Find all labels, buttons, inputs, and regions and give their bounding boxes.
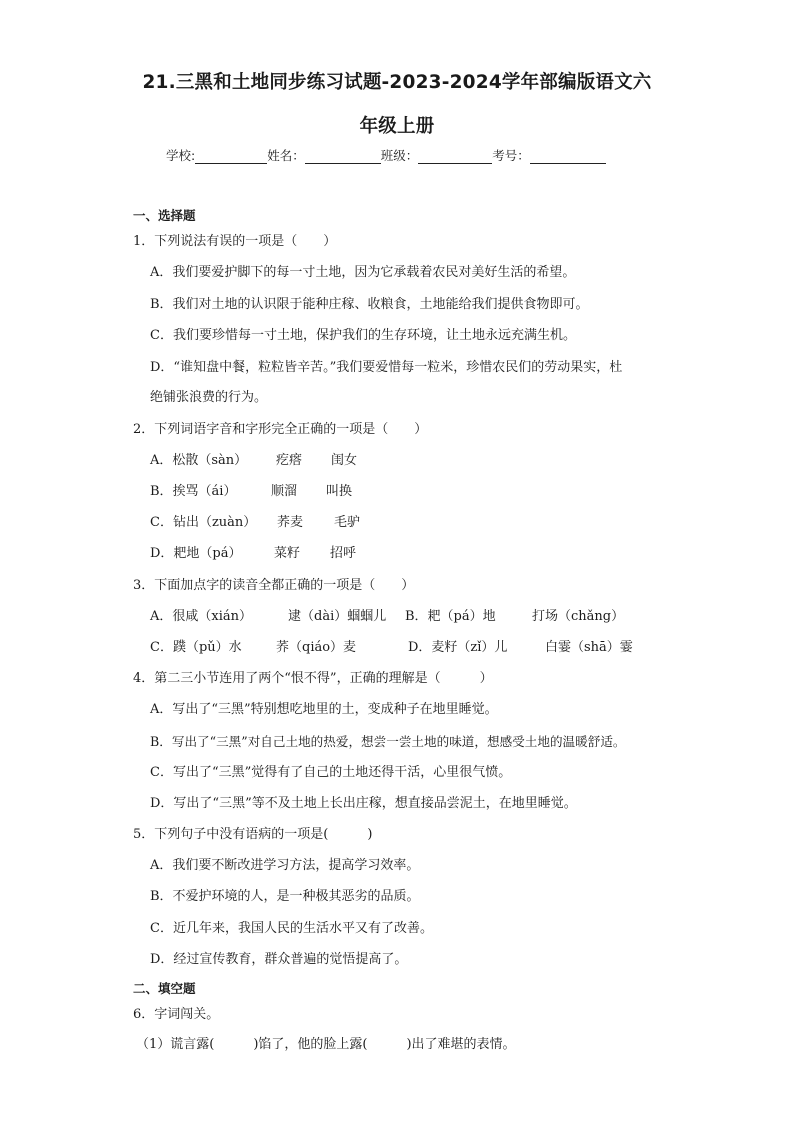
q2-a-word-1: A．松散（sàn）	[150, 453, 248, 468]
q3-d-part-1: D．麦籽（zǐ）儿	[408, 640, 508, 655]
q3-a-part-2: 逮（dài）蝈蝈儿	[288, 609, 387, 624]
q2-d-word-1: D．耙地（pá）	[150, 546, 242, 561]
q2-b-word-1: B．挨骂（ái）	[150, 484, 237, 499]
q5-option-b[interactable]: B．不爱护环境的人，是一种极其恶劣的品质。	[150, 889, 420, 904]
q3-a-part-1: A．很咸（xián）	[150, 609, 253, 624]
q2-c-word-3: 毛驴	[334, 515, 361, 530]
title-line-2: 年级上册	[359, 116, 435, 137]
q2-a-word-2: 疙瘩	[276, 453, 303, 468]
q3-b-part-2: 打场（chǎng）	[532, 609, 625, 624]
q1-option-a[interactable]: A．我们要爱护脚下的每一寸土地，因为它承载着农民对美好生活的希望。	[150, 265, 576, 280]
number-blank[interactable]	[530, 149, 606, 164]
q2-d-word-2: 菜籽	[274, 546, 301, 561]
q2-c-word-2: 荞麦	[277, 515, 304, 530]
q1-stem: 1．下列说法有误的一项是（ ）	[133, 234, 337, 249]
q1-option-d-continued: 绝铺张浪费的行为。	[150, 390, 268, 405]
q2-c-word-1: C．钻出（zuàn）	[150, 515, 257, 530]
q4-option-c[interactable]: C．写出了“三黑”觉得有了自己的土地还得干活，心里很气愤。	[150, 765, 512, 780]
q1-option-b[interactable]: B．我们对土地的认识限于能种庄稼、收粮食，土地能给我们提供食物即可。	[150, 297, 589, 312]
q2-b-word-3: 叫换	[326, 484, 353, 499]
q5-option-a[interactable]: A．我们要不断改进学习方法，提高学习效率。	[150, 858, 420, 873]
q1-option-d[interactable]: D．“谁知盘中餐，粒粒皆辛苦。”我们要爱惜每一粒米，珍惜农民们的劳动果实，杜	[150, 360, 623, 375]
q1-option-c[interactable]: C．我们要珍惜每一寸土地，保护我们的生存环境，让土地永远充满生机。	[150, 328, 576, 343]
name-label: 姓名：	[267, 148, 305, 163]
section-heading-choice: 一、选择题	[133, 208, 196, 223]
q6-stem: 6．字词闯关。	[133, 1007, 220, 1022]
school-label: 学校:	[166, 148, 196, 163]
section-heading-fill: 二、填空题	[133, 981, 196, 996]
name-blank[interactable]	[305, 149, 381, 164]
q3-c-part-1: C．蹼（pǔ）水	[150, 640, 242, 655]
q3-b-part-1: B．耙（pá）地	[405, 609, 496, 624]
q5-stem: 5．下列句子中没有语病的一项是( )	[133, 827, 373, 842]
q2-b-word-2: 顺溜	[271, 484, 298, 499]
number-label: 考号：	[492, 148, 530, 163]
q2-stem: 2．下列词语字音和字形完全正确的一项是（ ）	[133, 422, 428, 437]
q3-c-part-2: 荞（qiáo）麦	[276, 640, 357, 655]
student-info-row	[166, 146, 606, 164]
q4-stem: 4．第二三小节连用了两个“恨不得”，正确的理解是（ ）	[133, 671, 493, 686]
q6-sub-1[interactable]: （1）谎言露( )馅了，他的脸上露( )出了难堪的表情。	[136, 1037, 516, 1052]
class-blank[interactable]	[418, 149, 492, 164]
q5-option-c[interactable]: C．近几年来，我国人民的生活水平又有了改善。	[150, 921, 433, 936]
school-blank[interactable]	[195, 149, 267, 164]
q3-d-part-2: 白霎（shā）霎	[545, 640, 633, 655]
title-line-1: 21.三黑和土地同步练习试题-2023-2024学年部编版语文六	[142, 72, 652, 93]
q2-a-word-3: 闺女	[331, 453, 358, 468]
q4-option-b[interactable]: B．写出了“三黑”对自己土地的热爱，想尝一尝土地的味道，想感受土地的温暖舒适。	[150, 734, 626, 749]
q3-stem: 3．下面加点字的读音全都正确的一项是（ ）	[133, 578, 415, 593]
q4-option-a[interactable]: A．写出了“三黑”特别想吃地里的土，变成种子在地里睡觉。	[150, 702, 498, 717]
class-label: 班级：	[380, 148, 419, 163]
q5-option-d[interactable]: D．经过宣传教育，群众普遍的觉悟提高了。	[150, 952, 408, 967]
q2-d-word-3: 招呼	[330, 546, 357, 561]
q4-option-d[interactable]: D．写出了“三黑”等不及土地上长出庄稼，想直接品尝泥土，在地里睡觉。	[150, 796, 577, 811]
